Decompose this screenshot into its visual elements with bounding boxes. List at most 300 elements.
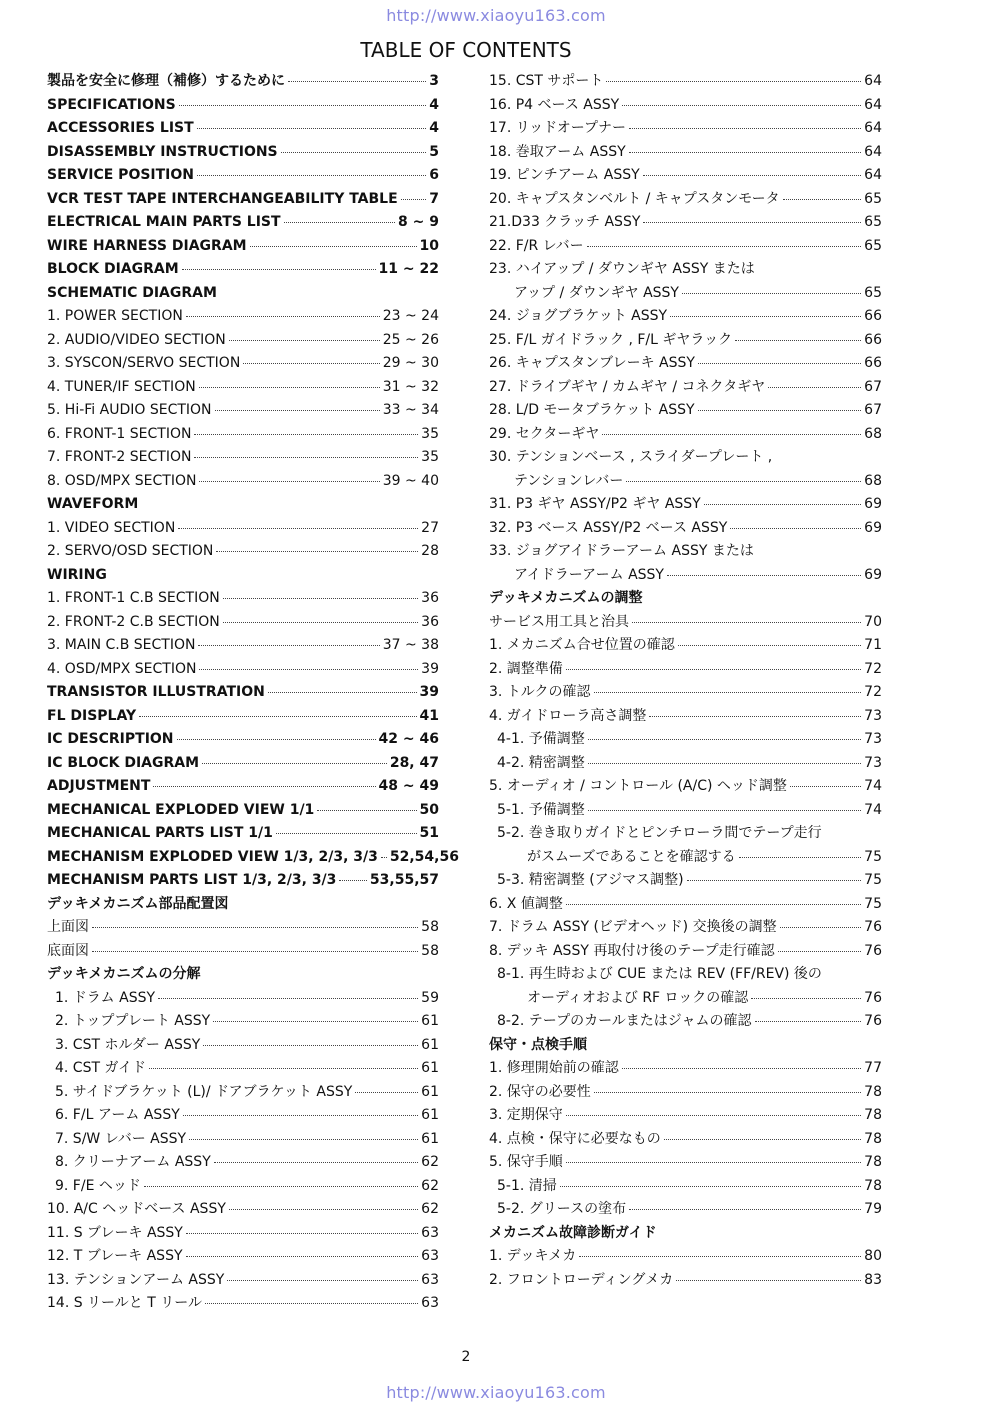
toc-entry-page: 28	[421, 543, 439, 559]
toc-entry[interactable]	[47, 446, 439, 470]
toc-entry-page: 53,55,57	[369, 872, 439, 888]
toc-entry-label: 4. 点検・保守に必要なもの	[489, 1130, 661, 1147]
toc-entry-label: 2. フロントローディングメカ	[489, 1271, 674, 1288]
dot-leader	[215, 410, 380, 411]
toc-entry-label: SPECIFICATIONS	[47, 96, 176, 113]
dot-leader	[594, 692, 862, 693]
toc-entry[interactable]	[489, 352, 882, 376]
dot-leader	[182, 269, 376, 270]
dot-leader	[560, 1186, 861, 1187]
toc-entry-label: 2. 調整準備	[489, 660, 563, 677]
toc-entry-label: デッキメカニズムの分解	[47, 966, 201, 982]
toc-entry-page: 48 ~ 49	[378, 778, 439, 794]
toc-entry[interactable]	[489, 1010, 882, 1034]
toc-entry-page: 51	[419, 825, 439, 841]
dot-leader	[213, 1021, 418, 1022]
toc-entry-page: 65	[864, 284, 882, 301]
toc-entry-page: 72	[864, 684, 882, 700]
toc-entry[interactable]	[47, 940, 439, 964]
toc-entry[interactable]	[47, 611, 439, 635]
dot-leader	[676, 1280, 861, 1281]
dot-leader	[229, 340, 380, 341]
dot-leader	[587, 246, 861, 247]
dot-leader	[401, 199, 427, 200]
toc-entry-page: 65	[864, 190, 882, 207]
dot-leader	[214, 1162, 418, 1163]
toc-heading	[489, 540, 882, 564]
toc-entry-page: 39	[419, 684, 439, 700]
toc-entry-label: 32. P3 ベース ASSY/P2 ベース ASSY	[489, 519, 728, 536]
toc-entry[interactable]	[47, 634, 439, 658]
toc-entry[interactable]	[47, 352, 439, 376]
toc-entry-label: 1. VIDEO SECTION	[47, 519, 176, 536]
toc-entry[interactable]	[47, 211, 439, 235]
toc-entry[interactable]	[47, 1222, 439, 1246]
dot-leader	[783, 199, 862, 200]
toc-entry-label: 3. 定期保守	[489, 1107, 563, 1123]
dot-leader	[632, 622, 861, 623]
toc-entry[interactable]	[489, 423, 882, 447]
toc-entry-label: 13. テンションアーム ASSY	[47, 1271, 225, 1288]
dot-leader	[199, 387, 380, 388]
dot-leader	[194, 434, 418, 435]
toc-entry-page: 76	[864, 989, 882, 1006]
toc-entry-page: 10	[419, 237, 439, 254]
toc-entry[interactable]	[489, 70, 882, 94]
toc-entry-label: 26. キャプスタンブレーキ ASSY	[489, 355, 695, 371]
toc-entry-label: 4. OSD/MPX SECTION	[47, 660, 197, 677]
dot-leader	[223, 598, 418, 599]
toc-entry-page: 61	[421, 1036, 439, 1053]
toc-entry[interactable]	[47, 305, 439, 329]
toc-entry[interactable]	[47, 399, 439, 423]
toc-entry-label: 製品を安全に修理（補修）するために	[47, 73, 285, 89]
dot-leader	[197, 128, 427, 129]
toc-entry[interactable]	[489, 1151, 882, 1175]
toc-entry[interactable]	[47, 70, 439, 94]
toc-entry-page: 58	[421, 919, 439, 935]
toc-entry[interactable]	[47, 1034, 439, 1058]
toc-entry[interactable]	[489, 728, 882, 752]
toc-entry[interactable]	[489, 235, 882, 259]
toc-entry-page: 61	[421, 1060, 439, 1076]
toc-entry-label: 5-1. 清掃	[497, 1177, 557, 1194]
toc-entry-label: 16. P4 ベース ASSY	[489, 96, 620, 113]
toc-entry[interactable]	[489, 658, 882, 682]
toc-entry[interactable]	[489, 164, 882, 188]
toc-entry-label: 2. 保守の必要性	[489, 1083, 591, 1100]
toc-entry[interactable]	[47, 987, 439, 1011]
toc-entry[interactable]	[489, 869, 882, 893]
toc-entry[interactable]	[47, 728, 439, 752]
dot-leader	[755, 1021, 862, 1022]
toc-entry-page: 83	[864, 1271, 882, 1288]
toc-entry-page: 36	[421, 590, 439, 606]
toc-entry-label: 28. L/D モータブラケット ASSY	[489, 402, 695, 418]
toc-entry-page: 5	[429, 143, 439, 160]
toc-entry[interactable]	[47, 846, 459, 870]
toc-entry[interactable]	[489, 799, 882, 823]
dot-leader	[227, 1280, 418, 1281]
toc-entry[interactable]	[47, 681, 439, 705]
toc-entry-label: IC DESCRIPTION	[47, 731, 174, 747]
toc-entry-page: 72	[864, 660, 882, 677]
toc-entry-label: 12. T ブレーキ ASSY	[47, 1248, 183, 1264]
dot-leader	[205, 1303, 418, 1304]
toc-entry-label: がスムーズであることを確認する	[527, 848, 736, 865]
toc-entry-label: 5-2. 巻き取りガイドとピンチローラ間でテープ走行	[497, 825, 822, 841]
toc-entry-page: 78	[864, 1154, 882, 1170]
toc-entry[interactable]	[489, 94, 882, 118]
dot-leader	[178, 528, 418, 529]
toc-entry-page: 63	[421, 1271, 439, 1288]
toc-entry-label: 7. ドラム ASSY (ビデオヘッド) 交換後の調整	[489, 919, 777, 935]
toc-heading	[489, 587, 882, 611]
toc-entry-label: 7. S/W レバー ASSY	[55, 1130, 187, 1147]
toc-entry[interactable]	[47, 117, 439, 141]
dot-leader	[704, 504, 861, 505]
toc-entry-label: テンションレバー	[514, 472, 624, 489]
toc-entry-page: 71	[864, 637, 882, 653]
dot-leader	[588, 763, 861, 764]
toc-entry-page: 73	[864, 754, 882, 771]
toc-entry-label: MECHANICAL PARTS LIST 1/1	[47, 825, 273, 841]
toc-entry[interactable]	[489, 188, 882, 212]
dot-leader	[317, 810, 416, 811]
toc-entry-page: 50	[419, 801, 439, 818]
toc-entry-page: 35	[421, 425, 439, 442]
dot-leader	[629, 128, 861, 129]
dot-leader	[730, 528, 861, 529]
toc-entry[interactable]	[489, 987, 882, 1011]
toc-entry[interactable]	[489, 1245, 882, 1269]
toc-entry-page: 64	[864, 167, 882, 183]
toc-entry[interactable]	[47, 164, 439, 188]
toc-entry-page: 37 ~ 38	[382, 637, 439, 653]
toc-heading	[489, 963, 882, 987]
toc-entry-label: 31. P3 ギヤ ASSY/P2 ギヤ ASSY	[489, 496, 701, 512]
toc-entry-page: 7	[429, 190, 439, 207]
toc-entry-label: 3. MAIN C.B SECTION	[47, 637, 196, 653]
dot-leader	[588, 739, 861, 740]
toc-entry[interactable]	[47, 1269, 439, 1293]
toc-entry[interactable]	[47, 540, 439, 564]
toc-entry-label: 8. デッキ ASSY 再取付け後のテープ走行確認	[489, 942, 775, 959]
dot-leader	[202, 763, 387, 764]
dot-leader	[602, 434, 861, 435]
dot-leader	[735, 340, 861, 341]
dot-leader	[778, 951, 862, 952]
toc-entry-page: 62	[421, 1154, 439, 1170]
toc-entry-label: 29. セクターギヤ	[489, 425, 600, 442]
toc-entry-label: 1. FRONT-1 C.B SECTION	[47, 590, 220, 606]
toc-entry[interactable]	[489, 705, 882, 729]
toc-entry[interactable]	[489, 846, 882, 870]
toc-entry-label: 8-2. テープのカールまたはジャムの確認	[497, 1013, 752, 1029]
toc-entry-page: 67	[864, 402, 882, 418]
toc-entry-label: 24. ジョグブラケット ASSY	[489, 308, 668, 324]
toc-entry-label: 4. ガイドローラ高さ調整	[489, 707, 647, 724]
toc-heading	[47, 893, 439, 917]
toc-entry[interactable]	[489, 893, 882, 917]
toc-entry-label: オーディオおよび RF ロックの確認	[527, 989, 749, 1006]
dot-leader	[566, 1115, 861, 1116]
toc-entry[interactable]	[489, 1057, 882, 1081]
toc-entry[interactable]	[489, 1175, 882, 1199]
dot-leader	[643, 222, 861, 223]
toc-entry-label: アイドラーアーム ASSY	[514, 566, 664, 583]
toc-entry-page: 80	[864, 1248, 882, 1264]
toc-entry-page: 64	[864, 120, 882, 136]
toc-entry-page: 35	[421, 449, 439, 465]
toc-heading	[47, 564, 439, 588]
toc-entry-label: 17. リッドオープナー	[489, 120, 627, 136]
dot-leader	[622, 105, 861, 106]
toc-entry[interactable]	[489, 117, 882, 141]
toc-entry[interactable]	[47, 517, 439, 541]
dot-leader	[144, 1186, 418, 1187]
toc-entry[interactable]	[489, 1081, 882, 1105]
toc-entry-label: BLOCK DIAGRAM	[47, 261, 179, 277]
toc-entry[interactable]	[489, 141, 882, 165]
toc-entry[interactable]	[489, 752, 882, 776]
toc-entry[interactable]	[489, 470, 882, 494]
toc-entry[interactable]	[489, 1128, 882, 1152]
toc-entry-page: 66	[864, 331, 882, 348]
toc-entry[interactable]	[47, 1057, 439, 1081]
toc-entry-page: 39 ~ 40	[382, 472, 439, 489]
toc-entry-label: 1. メカニズム合せ位置の確認	[489, 637, 675, 653]
toc-entry-label: 30. テンションベース , スライダープレート ,	[489, 449, 773, 465]
dot-leader	[667, 575, 861, 576]
toc-entry[interactable]	[47, 1292, 439, 1316]
toc-entry-page: 68	[864, 472, 882, 489]
toc-entry-label: 4-2. 精密調整	[497, 754, 585, 771]
toc-entry[interactable]	[47, 1081, 439, 1105]
toc-entry[interactable]	[47, 141, 439, 165]
toc-entry-label: MECHANISM PARTS LIST 1/3, 2/3, 3/3	[47, 872, 337, 888]
toc-entry[interactable]	[47, 423, 439, 447]
dot-leader	[629, 1209, 861, 1210]
dot-leader	[687, 880, 862, 881]
toc-entry-page: 68	[864, 425, 882, 442]
toc-entry-label: 8-1. 再生時および CUE または REV (FF/REV) 後の	[497, 966, 822, 982]
toc-entry-label: 25. F/L ガイドラック , F/L ギヤラック	[489, 331, 733, 348]
toc-entry-page: 64	[864, 143, 882, 160]
toc-entry[interactable]	[489, 1198, 882, 1222]
toc-entry[interactable]	[47, 752, 439, 776]
toc-entry-label: 5. サイドブラケット (L)/ ドアブラケット ASSY	[55, 1083, 353, 1100]
toc-heading	[47, 963, 439, 987]
toc-entry[interactable]	[47, 1128, 439, 1152]
toc-entry[interactable]	[489, 211, 882, 235]
toc-entry-label: 4. CST ガイド	[55, 1060, 147, 1076]
toc-entry-label: 27. ドライブギヤ / カムギヤ / コネクタギヤ	[489, 378, 766, 395]
toc-entry[interactable]	[489, 634, 882, 658]
toc-entry-label: WIRE HARNESS DIAGRAM	[47, 237, 247, 254]
toc-heading	[47, 282, 439, 306]
dot-leader	[649, 716, 861, 717]
toc-entry-page: 27	[421, 519, 439, 536]
toc-entry-label: サービス用工具と治具	[489, 613, 629, 630]
toc-entry-page: 3	[429, 73, 439, 89]
toc-entry-label: SCHEMATIC DIAGRAM	[47, 284, 217, 301]
dot-leader	[243, 363, 379, 364]
toc-entry-page: 73	[864, 707, 882, 724]
dot-leader	[566, 669, 861, 670]
dot-leader	[780, 927, 862, 928]
toc-entry-label: 14. S リールと T リール	[47, 1295, 202, 1311]
toc-entry[interactable]	[489, 1269, 882, 1293]
toc-entry[interactable]	[489, 775, 882, 799]
dot-leader	[566, 1162, 861, 1163]
toc-entry-page: 74	[864, 801, 882, 818]
toc-entry-label: 1. POWER SECTION	[47, 308, 183, 324]
toc-entry[interactable]	[47, 822, 439, 846]
dot-leader	[670, 316, 861, 317]
toc-entry-label: 9. F/E ヘッド	[55, 1177, 141, 1194]
dot-leader	[153, 786, 375, 787]
toc-entry-label: 2. AUDIO/VIDEO SECTION	[47, 331, 226, 348]
toc-entry[interactable]	[489, 493, 882, 517]
toc-entry-page: 4	[429, 120, 439, 136]
toc-entry-label: 22. F/R レバー	[489, 237, 584, 254]
toc-entry-page: 78	[864, 1107, 882, 1123]
toc-entry-page: 75	[864, 848, 882, 865]
toc-entry-label: 8. クリーナアーム ASSY	[55, 1154, 211, 1170]
toc-entry-label: 3. トルクの確認	[489, 684, 591, 700]
toc-entry-page: 63	[421, 1295, 439, 1311]
dot-leader	[139, 716, 416, 717]
toc-entry-page: 79	[864, 1201, 882, 1217]
toc-entry-label: 6. X 値調整	[489, 895, 563, 912]
dot-leader	[197, 175, 426, 176]
toc-entry-label: ELECTRICAL MAIN PARTS LIST	[47, 214, 281, 230]
toc-entry[interactable]	[489, 681, 882, 705]
toc-entry[interactable]	[47, 799, 439, 823]
toc-entry[interactable]	[47, 188, 439, 212]
toc-entry-page: 62	[421, 1177, 439, 1194]
toc-entry[interactable]	[489, 1104, 882, 1128]
toc-entry[interactable]	[47, 329, 439, 353]
toc-entry-label: 8. OSD/MPX SECTION	[47, 472, 197, 489]
toc-entry[interactable]	[47, 1151, 439, 1175]
toc-entry[interactable]	[47, 258, 439, 282]
toc-entry-label: 20. キャプスタンベルト / キャプスタンモータ	[489, 190, 780, 207]
toc-entry[interactable]	[47, 1198, 439, 1222]
toc-entry[interactable]	[47, 1104, 439, 1128]
toc-entry-label: 5. 保守手順	[489, 1154, 563, 1170]
toc-entry-page: 6	[429, 167, 439, 183]
toc-entry[interactable]	[489, 916, 882, 940]
toc-entry-page: 64	[864, 73, 882, 89]
toc-entry[interactable]	[489, 282, 882, 306]
toc-entry-page: 42 ~ 46	[378, 731, 439, 747]
toc-entry-page: 29 ~ 30	[382, 355, 439, 371]
toc-entry-page: 75	[864, 872, 882, 888]
toc-entry-label: 10. A/C ヘッドベース ASSY	[47, 1201, 226, 1217]
toc-entry[interactable]	[489, 611, 882, 635]
toc-entry[interactable]	[47, 705, 439, 729]
toc-entry-label: 上面図	[47, 919, 89, 935]
toc-entry-page: 11 ~ 22	[378, 261, 439, 277]
toc-entry[interactable]	[47, 587, 439, 611]
toc-entry[interactable]	[489, 564, 882, 588]
toc-entry[interactable]	[47, 869, 439, 893]
dot-leader	[664, 1139, 861, 1140]
dot-leader	[606, 81, 861, 82]
toc-entry-label: 6. F/L アーム ASSY	[55, 1107, 180, 1123]
toc-entry-label: ACCESSORIES LIST	[47, 120, 194, 136]
footer-url[interactable]: http://www.xiaoyu163.com	[386, 1383, 606, 1402]
toc-entry-label: 7. FRONT-2 SECTION	[47, 449, 192, 465]
toc-entry[interactable]	[489, 305, 882, 329]
toc-entry-label: 底面図	[47, 942, 89, 959]
toc-entry[interactable]	[47, 1010, 439, 1034]
dot-leader	[698, 410, 862, 411]
toc-entry[interactable]	[47, 376, 439, 400]
dot-leader	[199, 481, 379, 482]
header-url[interactable]: http://www.xiaoyu163.com	[386, 6, 606, 25]
dot-leader	[203, 1045, 418, 1046]
toc-entry-label: 15. CST サポート	[489, 73, 604, 89]
toc-entry-label: アップ / ダウンギヤ ASSY	[514, 284, 679, 301]
toc-entry[interactable]	[489, 329, 882, 353]
toc-entry-page: 76	[864, 942, 882, 959]
dot-leader	[250, 246, 417, 247]
toc-entry[interactable]	[47, 1175, 439, 1199]
dot-leader	[92, 951, 418, 952]
toc-entry-page: 75	[864, 895, 882, 912]
dot-leader	[643, 175, 862, 176]
toc-entry[interactable]	[47, 916, 439, 940]
toc-entry-label: 5-1. 予備調整	[497, 801, 585, 818]
toc-entry-label: 3. SYSCON/SERVO SECTION	[47, 355, 241, 371]
toc-entry[interactable]	[47, 658, 439, 682]
toc-heading	[489, 1222, 882, 1246]
toc-left-column	[47, 70, 459, 1316]
dot-leader	[629, 152, 862, 153]
toc-entry[interactable]	[47, 94, 439, 118]
toc-entry[interactable]	[47, 775, 439, 799]
dot-leader	[281, 152, 427, 153]
toc-entry-label: DISASSEMBLY INSTRUCTIONS	[47, 143, 278, 160]
toc-entry[interactable]	[489, 376, 882, 400]
dot-leader	[198, 645, 379, 646]
toc-entry[interactable]	[47, 470, 439, 494]
toc-entry-label: WIRING	[47, 566, 107, 583]
toc-entry-page: 77	[864, 1060, 882, 1076]
toc-entry-page: 76	[864, 919, 882, 935]
toc-entry[interactable]	[489, 940, 882, 964]
toc-entry-label: WAVEFORM	[47, 496, 139, 512]
toc-entry-label: MECHANICAL EXPLODED VIEW 1/1	[47, 801, 315, 818]
toc-heading	[489, 446, 882, 470]
dot-leader	[194, 457, 418, 458]
dot-leader	[579, 1256, 861, 1257]
toc-entry-label: 33. ジョグアイドラーアーム ASSY または	[489, 543, 754, 559]
toc-entry[interactable]	[489, 517, 882, 541]
toc-entry-label: 2. SERVO/OSD SECTION	[47, 543, 214, 559]
dot-leader	[381, 857, 387, 858]
toc-entry[interactable]	[47, 1245, 439, 1269]
toc-entry-label: 3. CST ホルダー ASSY	[55, 1036, 201, 1053]
toc-entry-label: TRANSISTOR ILLUSTRATION	[47, 684, 265, 700]
toc-entry-page: 63	[421, 1224, 439, 1241]
toc-entry[interactable]	[47, 235, 439, 259]
toc-entry[interactable]	[489, 399, 882, 423]
dot-leader	[268, 692, 417, 693]
